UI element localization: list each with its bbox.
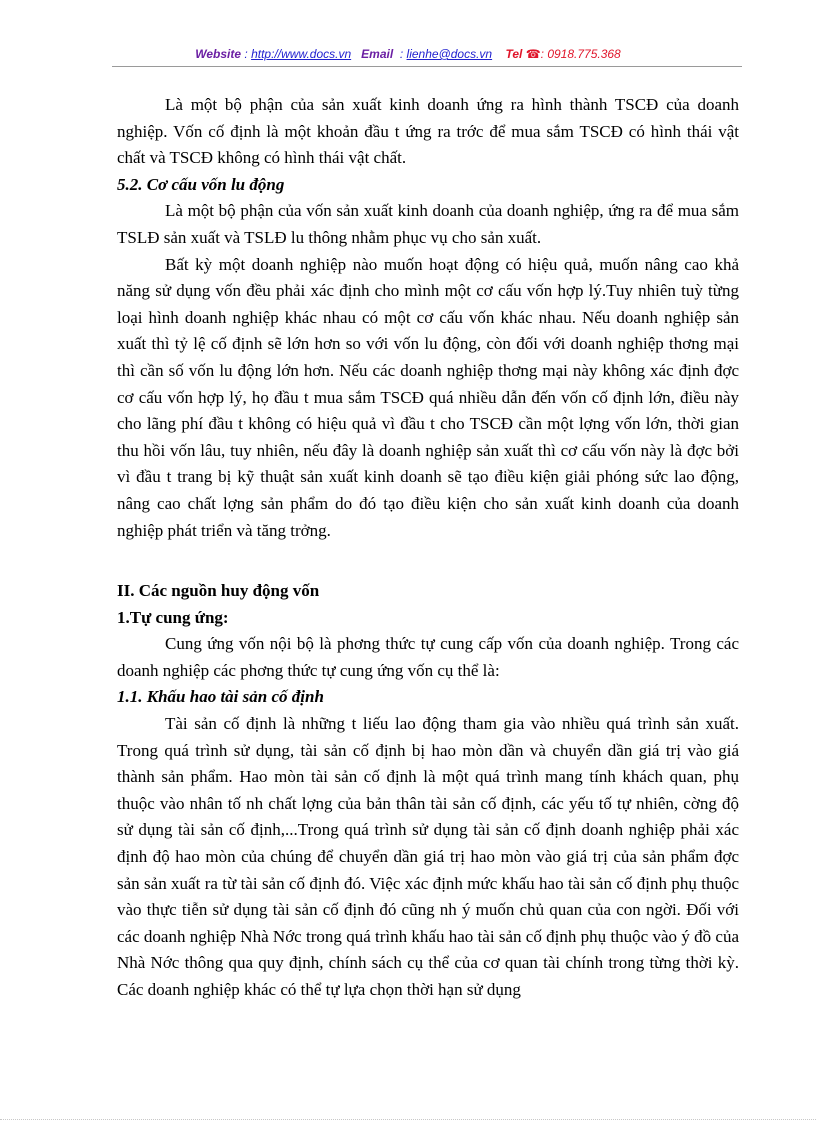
- email-link[interactable]: lienhe@docs.vn: [406, 47, 493, 61]
- paragraph-depreciation: Tài sản cố định là những t liếu lao động tham gia vào nhiều quá trình sản xuất. Trong quá trình sử dụng, tài sản cố định bị hao mòn dần và chuyển dần giá trị vào giá thành sản phẩm. Hao mòn tài sản cố định là một quá trình mang tính khách quan, phụ thuộc vào nhân tố nh chất lợng của bản thân tài sản cố định, các yếu tố tự nhiên, cờng độ sử dụng tài sản cố định,...Trong quá trình sử dụng tài sản cố định doanh nghiệp phải xác định độ hao mòn của chúng để chuyển dần giá trị hao mòn vào giá trị của sản phẩm đợc sản sản xuất ra từ tài sản cố định đó. Việc xác định mức khấu hao tài sản cố định phụ thuộc vào thực tiễn sử dụng tài sản cố định đó cũng nh ý muốn chủ quan của con ngời. Đối với các doanh nghiệp Nhà Nớc trong quá trình khấu hao tài sản cố định phụ thuộc vào ý đồ của Nhà Nớc thông qua quy định, chính sách cụ thể của cơ quan tài chính trong từng thời kỳ. Các doanh nghiệp khác có thể tự lựa chọn thời hạn sử dụng: [117, 714, 739, 999]
- email-label: Email: [361, 47, 394, 61]
- email-colon: :: [399, 47, 404, 61]
- heading-section-ii: II. Các nguồn huy động vốn: [117, 581, 320, 601]
- heading-1-1: 1.1. Khấu hao tài sản cố định: [117, 687, 324, 707]
- paragraph-self-supply: Cung ứng vốn nội bộ là phơng thức tự cung cấp vốn của doanh nghiệp. Trong các doanh nghiệp các phơng thức tự cung ứng vốn cụ thể là:: [117, 634, 739, 680]
- page-header: [0, 47, 816, 61]
- paragraph-working-capital: Là một bộ phận của vốn sản xuất kinh doanh của doanh nghiệp, ứng ra để mua sắm TSLĐ sản xuất và TSLĐ lu thông nhằm phục vụ cho sản xuất.: [117, 201, 739, 247]
- page-bottom-edge: [0, 1119, 816, 1120]
- document-body: [117, 92, 739, 1004]
- website-label: Website: [195, 47, 242, 61]
- header-rule: [112, 66, 742, 67]
- paragraph-capital-structure: Bất kỳ một doanh nghiệp nào muốn hoạt động có hiệu quả, muốn nâng cao khả năng sử dụng vốn đều phải xác định cho mình một cơ cấu vốn hợp lý.Tuy nhiên tuỳ từng loại hình doanh nghiệp khác nhau có một cơ cấu vốn khác nhau. Nếu doanh nghiệp sản xuất thì tỷ lệ cố định sẽ lớn hơn so với vốn lu động, còn đối với doanh nghiệp thơng mại thì cần số vốn lu động lớn hơn. Nếu các doanh nghiệp thơng mại này không xác định đợc cơ cấu vốn hợp lý, họ đầu t mua sắm TSCĐ quá nhiều dẫn đến vốn cố định lớn, điều này cho lãng phí đầu t không có hiệu quả vì đầu t cho TSCĐ cần một lợng vốn lớn, thời gian thu hồi vốn lâu, tuy nhiên, nếu đây là doanh nghiệp sản xuất thì cơ cấu vốn này là đợc bởi vì đầu t trang bị kỹ thuật sản xuất kinh doanh sẽ tạo điều kiện giải phóng sức lao động, nâng cao chất lợng sản phẩm do đó tạo điều kiện cho sản xuất kinh doanh của doanh nghiệp phát triển và tăng trởng.: [117, 254, 739, 540]
- section-gap: [117, 544, 739, 578]
- phone-icon: ☎: [525, 47, 541, 61]
- heading-5-2: 5.2. Cơ cấu vốn lu động: [117, 174, 285, 194]
- tel-label: Tel: [505, 47, 523, 61]
- tel-value: : 0918.775.368: [540, 47, 621, 61]
- website-colon: :: [244, 47, 248, 61]
- heading-1-self-supply: 1.Tự cung ứng:: [117, 607, 229, 627]
- website-link[interactable]: http://www.docs.vn: [251, 47, 352, 61]
- paragraph-fixed-capital: Là một bộ phận của sản xuất kinh doanh ứng ra hình thành TSCĐ của doanh nghiệp. Vốn cố định là một khoản đầu t ứng ra trớc để mua sắm TSCĐ có hình thái vật chất và TSCĐ không có hình thái vật chất.: [117, 95, 739, 168]
